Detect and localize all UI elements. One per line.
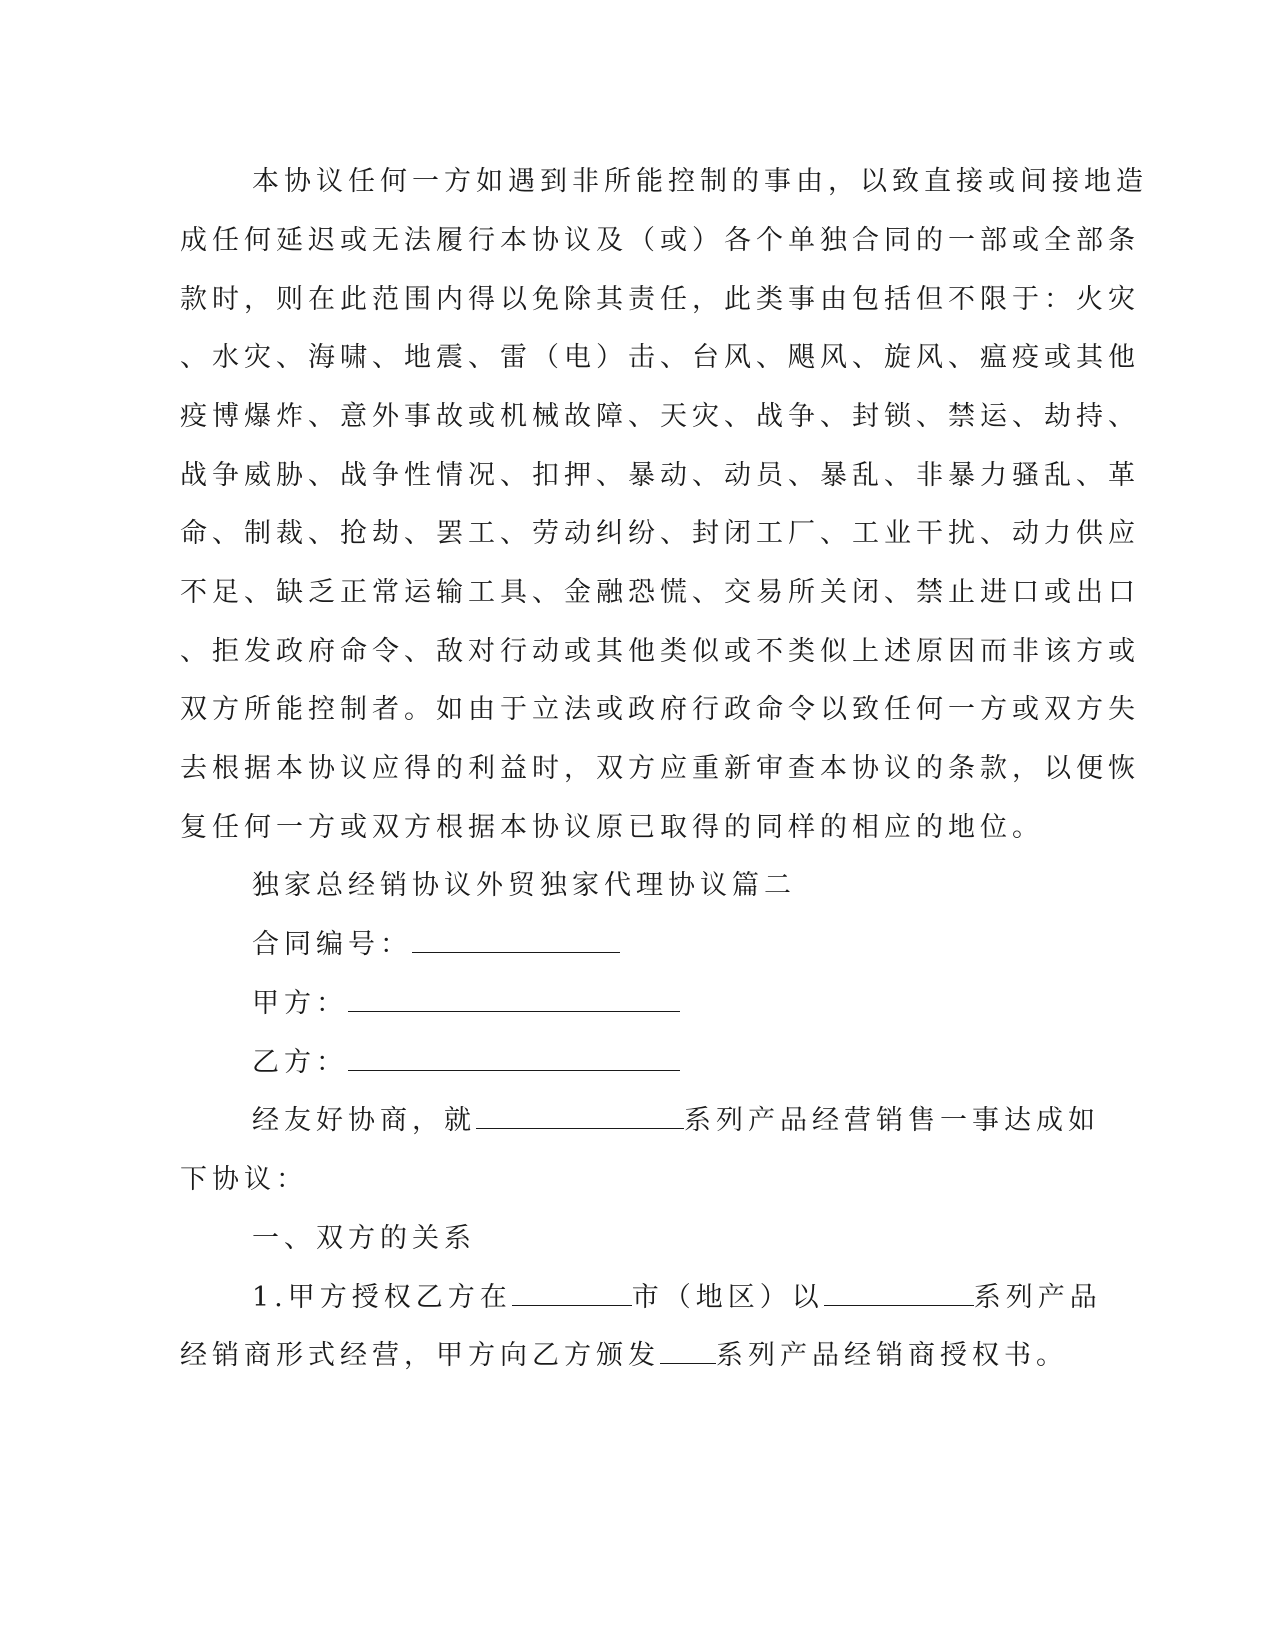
product-series-blank xyxy=(476,1106,684,1129)
negotiation-suffix: 系列产品经营销售一事达成如 xyxy=(684,1105,1100,1136)
paragraph-line: 成任何延迟或无法履行本协议及（或）各个单独合同的一部或全部条 xyxy=(180,225,1140,256)
contract-number-blank xyxy=(412,930,620,953)
clause-1-part2: 市（地区）以 xyxy=(631,1282,824,1313)
paragraph-line: 、拒发政府命令、敌对行动或其他类似或不类似上述原因而非该方或 xyxy=(180,636,1140,667)
negotiation-prefix: 经友好协商，就 xyxy=(252,1105,476,1136)
series-blank xyxy=(824,1283,974,1306)
paragraph-line: 疫博爆炸、意外事故或机械故障、天灾、战争、封锁、禁运、劫持、 xyxy=(180,401,1140,432)
clause-1-part1: 1.甲方授权乙方在 xyxy=(252,1282,512,1313)
party-b-row xyxy=(252,1033,680,1093)
authorization-blank xyxy=(660,1341,716,1364)
heading-relationship: 一、双方的关系 xyxy=(252,1223,476,1254)
party-b-blank xyxy=(348,1048,680,1071)
negotiation-line-2: 下协议： xyxy=(180,1164,308,1195)
paragraph-line: 不足、缺乏正常运输工具、金融恐慌、交易所关闭、禁止进口或出口 xyxy=(180,577,1140,608)
paragraph-line: 款时，则在此范围内得以免除其责任，此类事由包括但不限于：火灾 xyxy=(180,284,1140,315)
clause-1-line-2 xyxy=(180,1326,1068,1386)
clause-1-line2-suffix: 系列产品经销商授权书。 xyxy=(716,1340,1068,1371)
paragraph-line: 双方所能控制者。如由于立法或政府行政命令以致任何一方或双方失 xyxy=(180,694,1140,725)
paragraph-line: 本协议任何一方如遇到非所能控制的事由，以致直接或间接地造 xyxy=(252,166,1148,197)
party-a-row xyxy=(252,974,680,1034)
party-a-blank xyxy=(348,989,680,1012)
contract-number-label: 合同编号： xyxy=(252,929,412,960)
clause-1-part3: 系列产品 xyxy=(973,1282,1102,1313)
contract-number-row xyxy=(252,915,620,975)
section-title: 独家总经销协议外贸独家代理协议篇二 xyxy=(252,870,796,901)
clause-1-line xyxy=(252,1268,1102,1328)
paragraph-line: 战争威胁、战争性情况、扣押、暴动、动员、暴乱、非暴力骚乱、革 xyxy=(180,460,1140,491)
paragraph-line: 复任何一方或双方根据本协议原已取得的同样的相应的地位。 xyxy=(180,812,1044,843)
paragraph-line: 命、制裁、抢劫、罢工、劳动纠纷、封闭工厂、工业干扰、动力供应 xyxy=(180,518,1140,549)
city-blank xyxy=(512,1283,632,1306)
party-b-label: 乙方： xyxy=(252,1047,348,1078)
clause-1-line2-prefix: 经销商形式经营，甲方向乙方颁发 xyxy=(180,1340,660,1371)
paragraph-line: 、水灾、海啸、地震、雷（电）击、台风、飓风、旋风、瘟疫或其他 xyxy=(180,342,1140,373)
paragraph-line: 去根据本协议应得的利益时，双方应重新审查本协议的条款，以便恢 xyxy=(180,753,1140,784)
party-a-label: 甲方： xyxy=(252,988,348,1019)
negotiation-line xyxy=(252,1091,1100,1151)
